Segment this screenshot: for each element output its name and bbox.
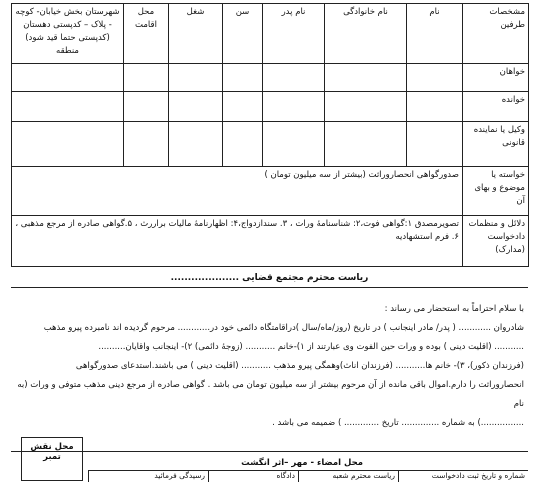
court-cell: دادگاه <box>208 471 298 482</box>
col-header-family: نام خانوادگی <box>325 4 407 64</box>
row-label-request: خواسته یا موضوع و بهای آن <box>463 167 529 216</box>
col-header-name: نام <box>407 4 463 64</box>
body-line: ........... (اقلیت دینی ) بوده و ورات حین الفوت وی عبارتند از ۱)-خانم ........... (زوجهٔ دائمی) ۲)- اینجانب واقایان.......... <box>98 342 524 352</box>
col-header-specs: مشخصات طرفین <box>463 4 529 64</box>
lawyer-family-field[interactable] <box>325 122 407 167</box>
respondent-age-field[interactable] <box>223 92 263 122</box>
evidence-value[interactable]: تصویرمصدق ۱:گواهی فوت،۲: شناسنامهٔ ورات ، ۳. سندازدواج،۴: اظهارنامهٔ مالیات براررث ، ۵.گواهی صادره از مرجع مذهبی ، ۶. فرم استشهادیه <box>12 216 463 267</box>
petitioner-family-field[interactable] <box>325 64 407 92</box>
col-header-father: نام پدر <box>263 4 325 64</box>
col-header-address: شهرستان بخش خیابان- کوچه - پلاک – کدپستی دهستان (کدپستی حتما قید شود) منطقه <box>12 4 124 64</box>
registration-cell: شماره و تاریخ ثبت دادخواست <box>398 471 528 482</box>
petitioner-residence-field[interactable] <box>124 64 169 92</box>
divider <box>11 287 528 288</box>
petitioner-address-field[interactable] <box>12 64 124 92</box>
request-value[interactable]: صدورگواهی انحصاروراثت (بیشتر از سه میلیون تومان ) <box>12 167 463 216</box>
col-header-job: شغل <box>169 4 223 64</box>
table-header-row <box>12 4 529 64</box>
footer <box>11 442 528 481</box>
row-label-lawyer: وکیل یا نماینده قانونی <box>463 122 529 167</box>
body-line: شادروان ............ ( پدر/ مادر اینجانب ) در تاریخ (روز/ماه/سال )دراقامتگاه دائمی خود در............ مرحوم گردیده اند نامبرده پیرو مذهب <box>43 323 524 333</box>
col-header-residence: محل اقامت <box>124 4 169 64</box>
parties-table <box>11 3 529 267</box>
petitioner-row <box>12 64 529 92</box>
lawyer-row <box>12 122 529 167</box>
respondent-father-field[interactable] <box>263 92 325 122</box>
petitioner-father-field[interactable] <box>263 64 325 92</box>
petition-body <box>14 300 524 433</box>
respondent-residence-field[interactable] <box>124 92 169 122</box>
court-heading: ریاست محترم مجتمع قضایی .................... <box>170 273 369 283</box>
lawyer-residence-field[interactable] <box>124 122 169 167</box>
body-line: (فرزندان ذکور)، ۳)- خانم ها........... (فرزندان اناث)وهمگی پیرو مذهب ........... (اقلیت دینی ) می باشند.استدعای صدورگواهی <box>75 361 524 371</box>
respondent-row <box>12 92 529 122</box>
respondent-family-field[interactable] <box>325 92 407 122</box>
lawyer-father-field[interactable] <box>263 122 325 167</box>
body-line: با سلام احتراماً به استحضار می رساند : <box>384 304 524 314</box>
signature-area: محل امضاء - مهر –اثر انگشت <box>241 458 363 468</box>
petitioner-age-field[interactable] <box>223 64 263 92</box>
respondent-job-field[interactable] <box>169 92 223 122</box>
lawyer-address-field[interactable] <box>12 122 124 167</box>
respondent-address-field[interactable] <box>12 92 124 122</box>
review-cell: رسیدگی فرمائید <box>88 471 208 482</box>
lawyer-job-field[interactable] <box>169 122 223 167</box>
lawyer-name-field[interactable] <box>407 122 463 167</box>
petitioner-job-field[interactable] <box>169 64 223 92</box>
col-header-age: سن <box>223 4 263 64</box>
row-label-respondent: خوانده <box>463 92 529 122</box>
row-label-evidence: دلائل و منظمات دادخواست (مدارک) <box>463 216 529 267</box>
evidence-row <box>12 216 529 267</box>
respondent-name-field[interactable] <box>407 92 463 122</box>
registration-strip <box>88 470 528 482</box>
stamp-box: محل نقش تمبر <box>21 437 83 481</box>
lawyer-age-field[interactable] <box>223 122 263 167</box>
body-line: انحصاروراثت را دارم.اموال باقی مانده از آن مرحوم بیشتر از سه میلیون تومان می باشد . گواهی صادره از مرجع دینی مذهب متوفی و ورات (به نام <box>17 380 524 409</box>
branch-cell: ریاست محترم شعبه <box>298 471 398 482</box>
body-line: ................) به شماره .............. تاریخ ............. ) ضمیمه می باشد . <box>272 418 524 428</box>
request-row <box>12 167 529 216</box>
petitioner-name-field[interactable] <box>407 64 463 92</box>
row-label-petitioner: خواهان <box>463 64 529 92</box>
